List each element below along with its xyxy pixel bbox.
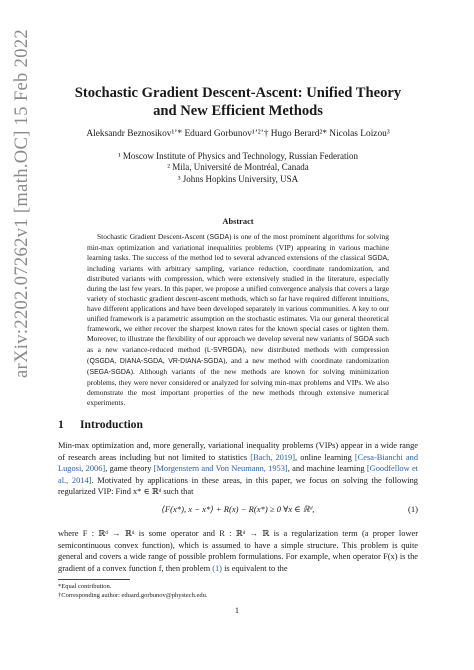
abstract-fragment: ). Although variants of the new methods are known for solving minimization problems, they were never considered or analyzed for solving min-max problems and VIPs. We also demonstrate the most important properties of the new methods through extensive numerical experiments. [87,367,389,408]
intro-paragraph-1 [58,440,418,498]
method-name-sgda: SGDA [209,234,230,241]
title-line-2: and New Efficient Methods [153,103,323,119]
method-name-sgda: SGDA [367,255,388,263]
equation-number: (1) [407,504,418,514]
section-heading-introduction [58,418,143,431]
method-name-qsgda: QSGDA [89,358,115,366]
abstract-heading: Abstract [222,217,254,226]
intro-paragraph-2 [58,528,418,574]
citation-link-goodfellow[interactable]: [Goodfellow et al., 2014] [58,464,418,485]
method-name-sgda: SGDA [353,336,374,344]
method-name-diana-sgda: DIANA-SGDA [119,358,163,366]
affiliation-2: ² Mila, Université de Montréal, Canada [167,162,309,173]
method-name-vr-diana-sgda: VR-DIANA-SGDA [168,358,223,366]
text-fragment: is equivalent to the [221,563,288,573]
affiliations [58,151,418,185]
text-fragment: . Motivated by applications in these areas, in this paper, we focus on solving the following regularized VIP: Find x* ∈ ℝᵈ such that [58,475,418,497]
section-number: 1 [58,418,64,431]
text-fragment: where F : ℝᵈ → ℝᵈ is some operator and R : ℝᵈ → ℝ is a regularization term (a proper lower semicontinuous convex function), which is assumed to have a simple structure. This problem is quite general and covers a wide range of possible problem formulations. For example, when operator F(x) is the gradient of a convex function f, then problem [58,529,418,573]
footnote-corresponding-author: †Corresponding author: eduard.gorbunov@phystech.edu. [58,592,208,599]
equation-expression: ⟨F(x*), x − x*⟩ + R(x) − R(x*) ≥ 0 ∀x ∈ ℝᵈ, [161,504,315,514]
abstract-fragment: ), and a new method with coordinate randomization ( [87,356,389,377]
affiliation-1: ¹ Moscow Institute of Physics and Technology, Russian Federation [117,151,359,161]
abstract-fragment: , including variants with arbitrary sampling, variance reduction, coordinate randomization, and distributed variants with compression, which were extensively studied in the literature, especially during the last few years. In this paper, we propose a unified convergence analysis that covers a large variety of stochastic gradient descent-ascent methods, which so far have required different intuitions, have different applications and have been developed separately in various communities. A key to our unified framework is a parametric assumption on the stochastic estimates. Via our general theoretical framework, we either recover the sharpest known rates for the known special cases or tighten them. Moreover, to illustrate the flexibility of our approach we develop several new variants of [87,253,389,344]
arxiv-identifier-stamp: arXiv:2202.07262v1 [math.OC] 15 Feb 2022 [11,28,32,378]
abstract-fragment: ) is one of the most prominent algorithms for solving min-max optimization and variational inequalities problems (VIP) appearing in various machine learning tasks. The success of the method led to several advanced extensions of the classical [87,232,389,263]
equation-1 [58,504,418,518]
citation-link-cesa-bianchi[interactable]: [Cesa-Bianchi and Lugosi, 2006] [58,452,419,474]
text-fragment: , game theory [105,464,154,474]
author-list: Aleksandr Beznosikov¹ʼ* Eduard Gorbunov¹ʼ²ʼ† Hugo Berard²* Nicolas Loizou³ [86,129,390,139]
affiliation-3: ³ Johns Hopkins University, USA [177,173,299,184]
citation-link-morgenstern[interactable]: [Morgenstern and Von Neumann, 1953] [153,464,288,474]
abstract-fragment: , [162,356,169,366]
abstract-text [87,232,389,408]
text-fragment: , online learning [295,452,355,462]
footnote-rule [58,579,130,580]
page-number: 1 [234,606,240,615]
text-fragment: Min-max optimization and, more generally, variational inequality problems (VIPs) appear in a wide range of research areas including but not limited to statistics [58,441,418,462]
paper-title [58,84,418,120]
title-line-1: Stochastic Gradient Descent-Ascent: Unified Theory [74,85,402,101]
equation-reference-link[interactable]: (1) [212,563,222,573]
abstract-fragment: , [114,356,120,366]
abstract-fragment: such as a new variance-reduced method ( [87,334,389,355]
method-name-sega-sgda: SEGA-SGDA [89,369,131,377]
abstract-fragment: ), new distributed methods with compression ( [87,345,390,366]
text-fragment: , and machine learning [287,464,367,474]
footnote-equal-contribution: *Equal contribution. [58,583,112,590]
method-name-lsvrgda: L-SVRGDA [207,347,243,355]
section-title: Introduction [80,418,143,431]
citation-link-bach[interactable]: [Bach, 2019] [250,452,296,462]
abstract-fragment: Stochastic Gradient Descent-Ascent ( [97,232,210,241]
